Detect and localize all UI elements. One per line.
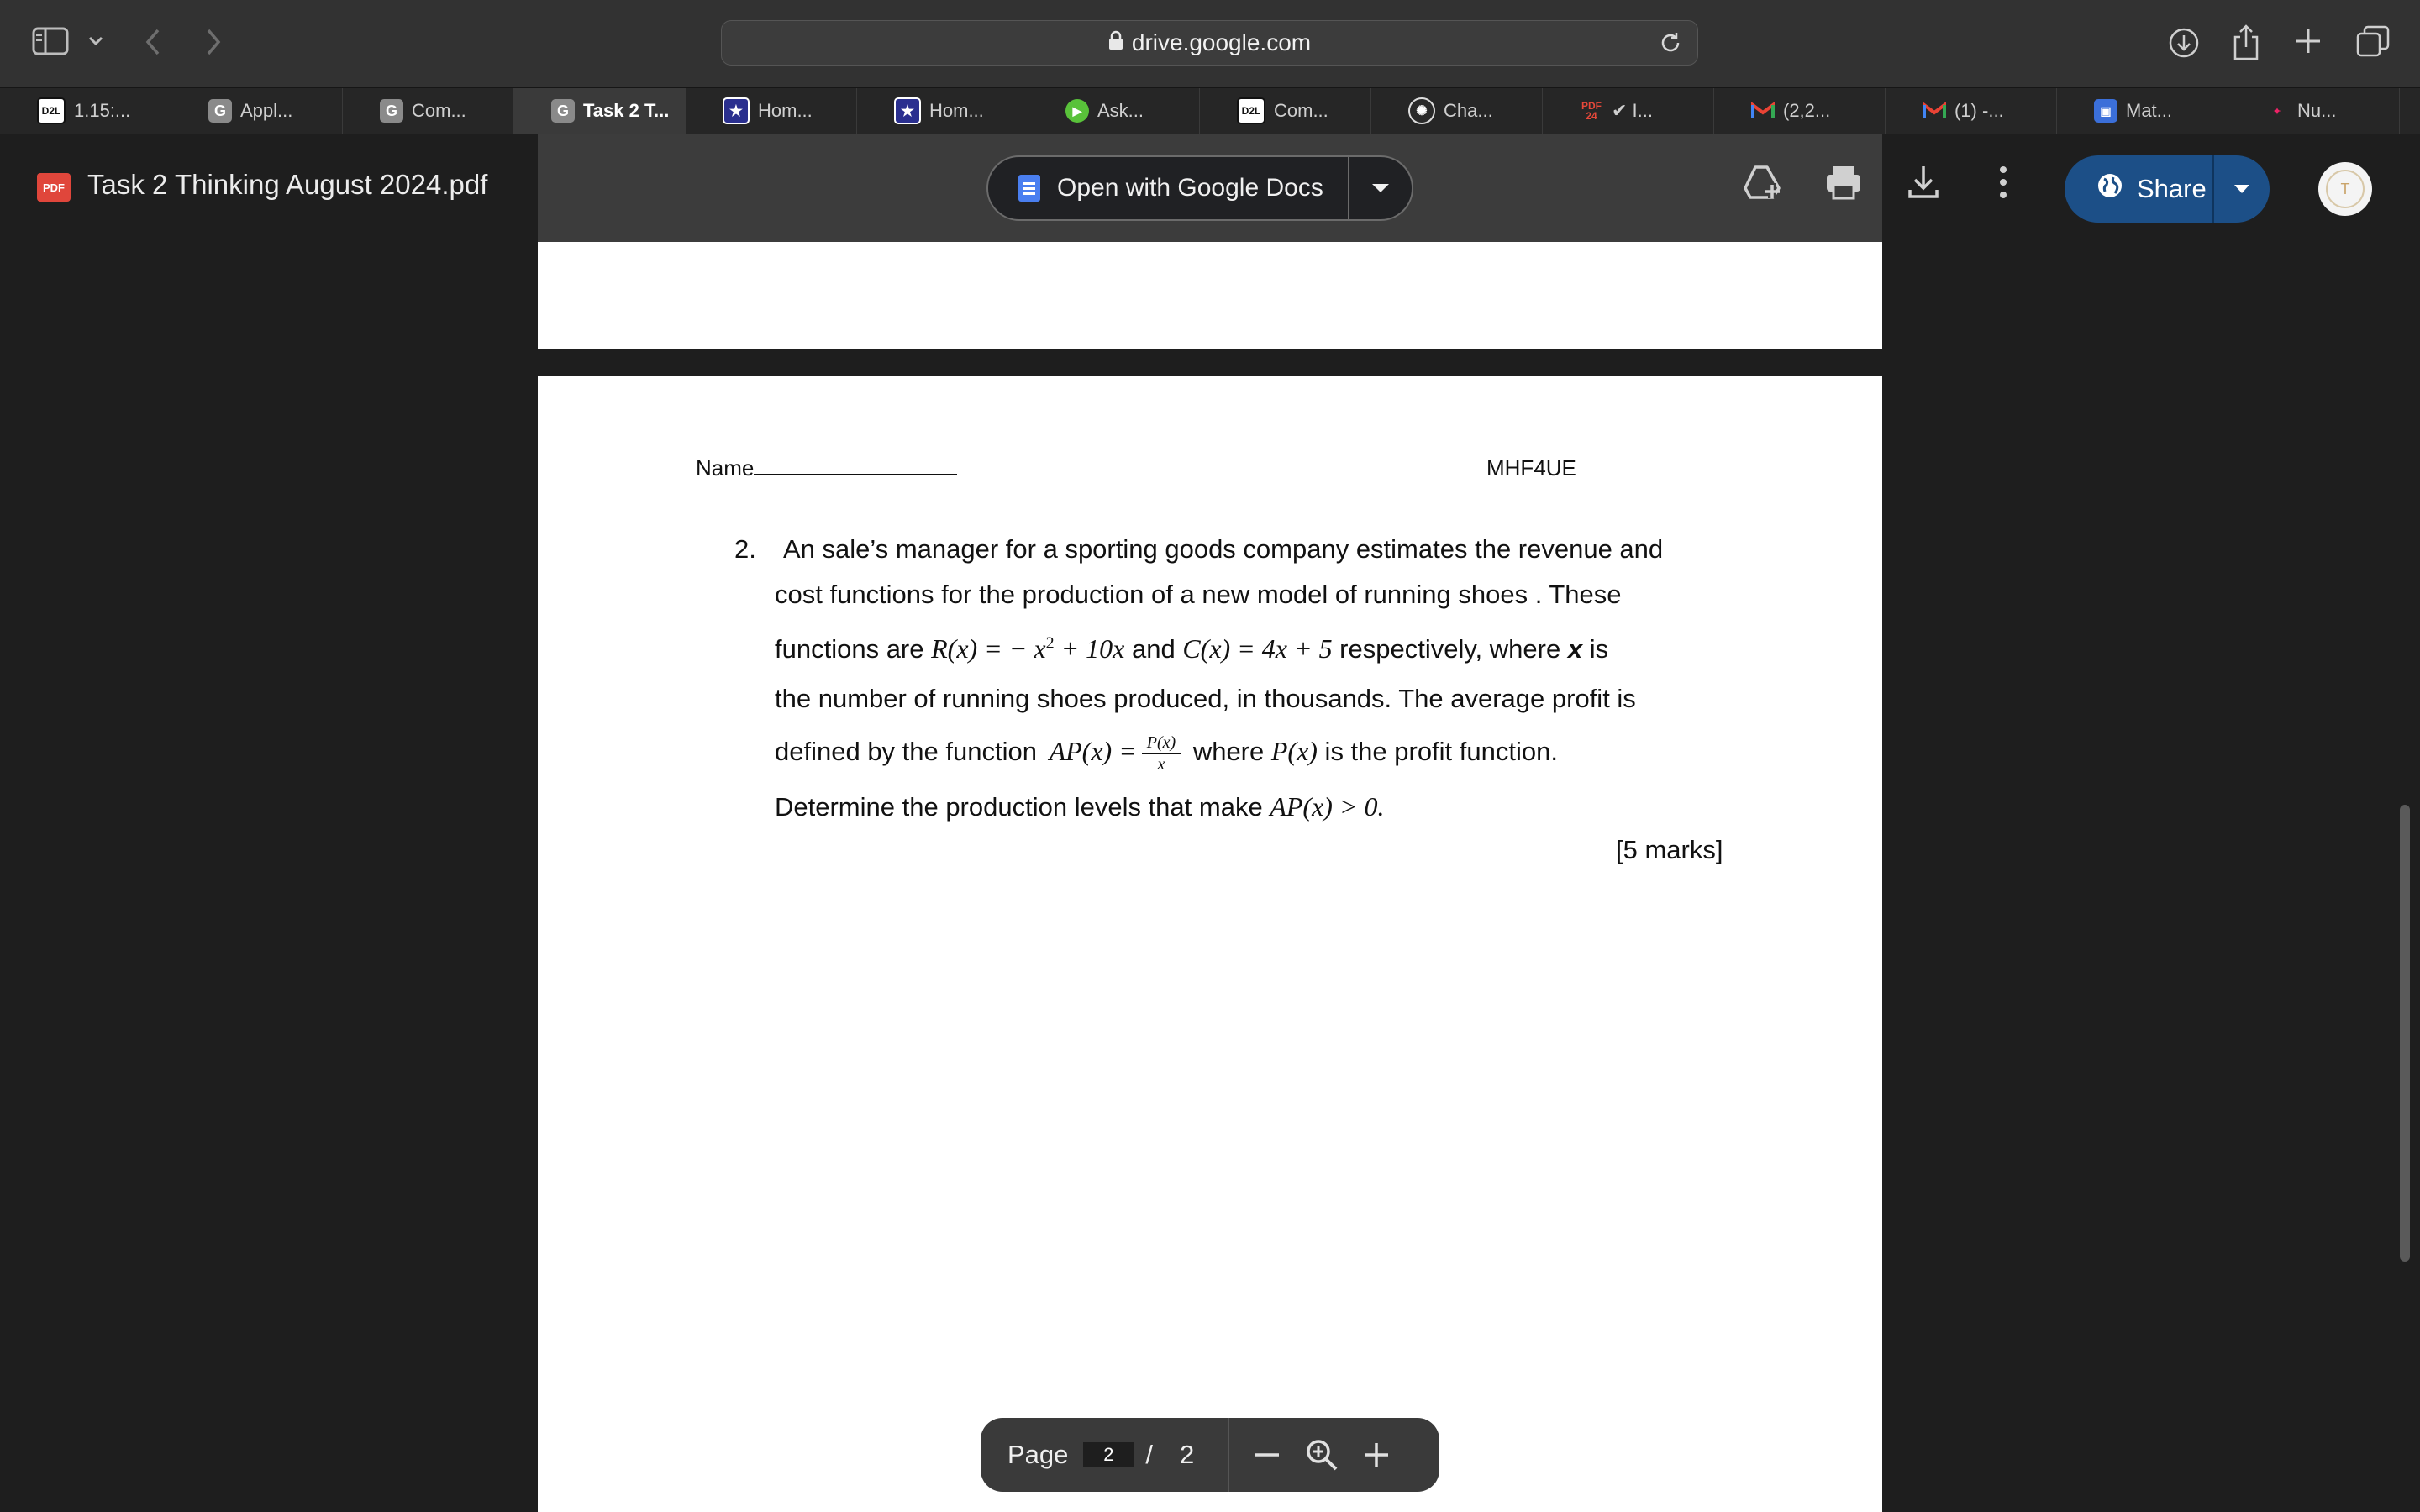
globe-icon <box>2096 172 2123 206</box>
star-icon: ★ <box>894 97 921 124</box>
browser-tab[interactable]: ★ Hom... <box>857 88 1028 134</box>
question-line-2: cost functions for the production of a new model of running shoes . These <box>775 580 1622 609</box>
browser-tab[interactable]: (2,2... <box>1714 88 1886 134</box>
open-with-google-docs-button[interactable] <box>986 155 1413 221</box>
question-line-6: Determine the production levels that make AP(x) > 0. <box>775 791 1385 822</box>
vertical-scrollbar[interactable] <box>2400 805 2410 1262</box>
share-main-button[interactable] <box>2065 155 2214 223</box>
zoom-fit-icon[interactable] <box>1305 1438 1339 1472</box>
sidebar-toggle-icon[interactable] <box>32 27 69 55</box>
name-blank-line <box>754 455 957 475</box>
average-profit-function: AP(x) = <box>1049 736 1137 767</box>
share-button[interactable] <box>2065 155 2270 223</box>
browser-tab[interactable]: (1) -... <box>1886 88 2057 134</box>
course-code: MHF4UE <box>1486 455 1576 480</box>
profit-fraction: $\frac{P(x)}{x}$ <box>1142 732 1181 774</box>
browser-tab[interactable]: ▣ Mat... <box>2057 88 2228 134</box>
caret-down-icon <box>2233 184 2250 194</box>
account-avatar[interactable] <box>2318 162 2372 216</box>
question-line-4: the number of running shoes produced, in thousands. The average profit is <box>775 684 1636 713</box>
page-number-input[interactable]: 2 <box>1083 1442 1134 1467</box>
question-line-5: defined by the function AP(x) = $\frac{P(x)}{x}$ where P(x) is the profit function. <box>775 733 1558 774</box>
forward-icon[interactable] <box>203 27 224 57</box>
tab-strip <box>0 87 2420 134</box>
browser-tab[interactable]: ✺ Cha... <box>1371 88 1543 134</box>
page-nav-divider <box>1228 1418 1229 1492</box>
page-label: Page <box>1007 1440 1069 1469</box>
reload-icon[interactable] <box>1659 31 1682 60</box>
back-icon[interactable] <box>143 27 163 57</box>
play-icon: ▶ <box>1065 99 1089 123</box>
cube-icon: ▣ <box>2094 99 2118 123</box>
page-navigation <box>981 1418 1439 1492</box>
browser-tab[interactable]: ★ Hom... <box>686 88 857 134</box>
caret-down-icon <box>1371 183 1390 193</box>
browser-tab[interactable]: ✦ Nu... <box>2228 88 2400 134</box>
print-icon[interactable] <box>1825 165 1862 204</box>
downloads-icon[interactable] <box>2168 27 2200 59</box>
address-bar[interactable] <box>721 20 1698 66</box>
pdf-page-1-bottom <box>538 242 1882 349</box>
tab-overview-icon[interactable] <box>2356 25 2390 57</box>
inequality: AP(x) > 0. <box>1270 791 1385 822</box>
d2l-icon: D2L <box>37 97 66 124</box>
marks-label: [5 marks] <box>1616 835 1723 864</box>
avatar-initial: T <box>2326 170 2365 208</box>
browser-tab[interactable]: D2L 1.15:... <box>0 88 171 134</box>
page-total: 2 <box>1180 1440 1195 1469</box>
browser-tab[interactable]: D2L Com... <box>1200 88 1371 134</box>
gmail-icon <box>1923 99 1946 123</box>
zoom-in-icon[interactable] <box>1362 1441 1391 1469</box>
browser-tab[interactable]: PDF 24 ✔ I... <box>1543 88 1714 134</box>
question-line-1: An sale’s manager for a sporting goods company estimates the revenue and <box>783 534 1664 564</box>
share-label: Share <box>2137 174 2207 203</box>
download-icon[interactable] <box>1907 165 1939 204</box>
cost-function: C(x) = 4x + 5 <box>1182 633 1333 664</box>
browser-tab[interactable]: G Appl... <box>171 88 343 134</box>
revenue-function: R(x) = − $x^2 + 10x$ <box>931 633 1125 664</box>
browser-toolbar <box>0 0 2420 87</box>
zoom-out-icon[interactable] <box>1253 1441 1281 1469</box>
more-options-icon[interactable] <box>1995 165 2012 204</box>
new-tab-icon[interactable] <box>2294 27 2323 55</box>
party-icon: ✦ <box>2273 106 2281 117</box>
pdf-page-2 <box>538 376 1882 1512</box>
add-shortcut-to-drive-icon[interactable] <box>1744 165 1782 204</box>
gmail-icon <box>1751 99 1775 123</box>
star-icon: ★ <box>723 97 750 124</box>
share-dropdown-button[interactable] <box>2214 184 2270 194</box>
d2l-icon: D2L <box>1237 97 1265 124</box>
chatgpt-icon: ✺ <box>1408 97 1435 124</box>
open-with-main-button[interactable] <box>988 157 1349 219</box>
share-sheet-icon[interactable] <box>2232 24 2260 60</box>
open-with-label: Open with Google Docs <box>1057 174 1323 202</box>
browser-tab-active[interactable]: G Task 2 T... <box>514 88 686 134</box>
pdf24-icon: PDF 24 <box>1581 100 1602 122</box>
question-number: 2. <box>734 534 756 564</box>
open-with-dropdown-button[interactable] <box>1349 183 1412 193</box>
name-field <box>696 455 957 481</box>
google-docs-icon <box>1018 175 1040 202</box>
g-icon: G <box>380 99 403 123</box>
url-text: drive.google.com <box>1131 29 1312 55</box>
browser-tab[interactable]: G Com... <box>343 88 514 134</box>
tab-group-chevron-icon[interactable] <box>87 35 104 47</box>
g-icon: G <box>208 99 232 123</box>
g-icon: G <box>551 99 575 123</box>
file-title: Task 2 Thinking August 2024.pdf <box>87 169 488 200</box>
pdf-file-icon: PDF <box>37 173 71 202</box>
browser-tab[interactable]: ▶ Ask... <box>1028 88 1200 134</box>
page-separator: / <box>1145 1440 1154 1469</box>
question-line-3: functions are R(x) = − $x^2 + 10x$ and C(x) = 4x + 5 respectively, where x is <box>775 633 1609 664</box>
name-label: Name <box>696 455 755 480</box>
lock-icon <box>1108 29 1123 56</box>
